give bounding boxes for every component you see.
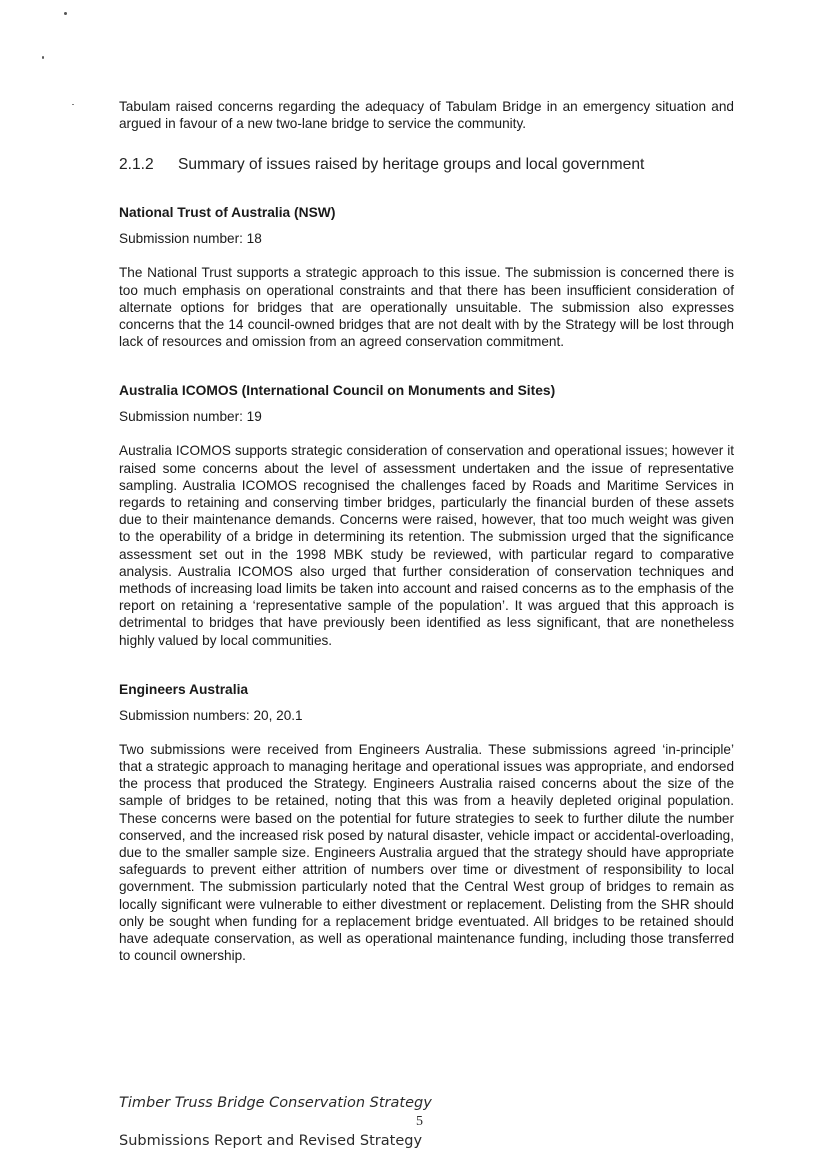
subsection-heading: [119, 156, 734, 174]
footer-document-subtitle: Submissions Report and Revised Strategy: [119, 1133, 423, 1149]
submission-text: Two submissions were received from Engineers Australia. These submissions agreed ‘in-principle’ that a strategic approach to managing heritage and operational issues was appropriate, and endorsed the process that produced the Strategy. Engineers Australia raised concerns about the size of the sample of bridges to be retained, noting that this was from a heavily depleted original population. These concerns were based on the potential for future strategies to seek to further dilute the number conserved, and the increased risk posed by natural disaster, vehicle impact or accidental-overloading, due to the smaller sample size. Engineers Australia argued that the strategy should have appropriate safeguards to prevent either attrition of numbers over time or divestment of responsibility to local government. The submission particularly noted that the Central West group of bridges to remain as locally significant were vulnerable to either divestment or replacement. Delisting from the SHR should only be sought when funding for a replacement bridge eventuated. All bridges to be retained should have adequate conservation, as well as operational maintenance funding, including those transferred to council ownership.: [119, 741, 734, 964]
submission-number: Submission number: 19: [119, 409, 262, 425]
submission-national-trust: [119, 205, 734, 350]
submission-title: National Trust of Australia (NSW): [119, 205, 336, 221]
submission-text: The National Trust supports a strategic approach to this issue. The submission is concerned there is too much emphasis on operational constraints and that there has been insufficient consideration of alternate options for bridges that are operationally unsuitable. The submission also expresses concerns that the 14 council-owned bridges that are not dealt with by the Strategy will be lost through lack of resources and omission from an agreed conservation commitment.: [119, 265, 734, 350]
scan-speck: [64, 12, 67, 15]
subsection-number: 2.1.2: [119, 156, 154, 174]
submission-text: Australia ICOMOS supports strategic consideration of conservation and operational issues; however it raised some concerns about the level of assessment undertaken and the issue of representative sampling. Australia ICOMOS recognised the challenges faced by Roads and Maritime Services in regards to retaining and conserving timber bridges, particularly the financial burden of these assets due to their maintenance demands. Concerns were raised, however, that too much weight was given to the operability of a bridge in determining its retention. The submission urged that the significance assessment set out in the 1998 MBK study be reviewed, with particular regard to comparative analysis. Australia ICOMOS also urged that further consideration of conservation techniques and methods of increasing load limits be taken into account and raised concerns as to the emphasis of the report on retaining a ‘representative sample of the population’. It was argued that this approach is detrimental to bridges that have previously been identified as less significant, that are nonetheless highly valued by local communities.: [119, 443, 734, 648]
submission-number: Submission number: 18: [119, 231, 262, 247]
footer-document-title: Timber Truss Bridge Conservation Strategy: [119, 1095, 432, 1111]
scan-speck: [72, 104, 74, 105]
submission-number: Submission numbers: 20, 20.1: [119, 707, 303, 723]
page-number: 5: [416, 1114, 423, 1129]
subsection-title: Summary of issues raised by heritage groups and local government: [178, 156, 645, 174]
intro-paragraph: Tabulam raised concerns regarding the adequacy of Tabulam Bridge in an emergency situation and argued in favour of a new two-lane bridge to service the community.: [119, 99, 734, 132]
submission-title: Australia ICOMOS (International Council on Monuments and Sites): [119, 383, 556, 399]
submission-icomos: [119, 383, 734, 648]
submission-title: Engineers Australia: [119, 681, 249, 697]
page-content: [119, 98, 734, 965]
submission-engineers-australia: [119, 682, 734, 965]
scan-speck: [42, 56, 44, 59]
